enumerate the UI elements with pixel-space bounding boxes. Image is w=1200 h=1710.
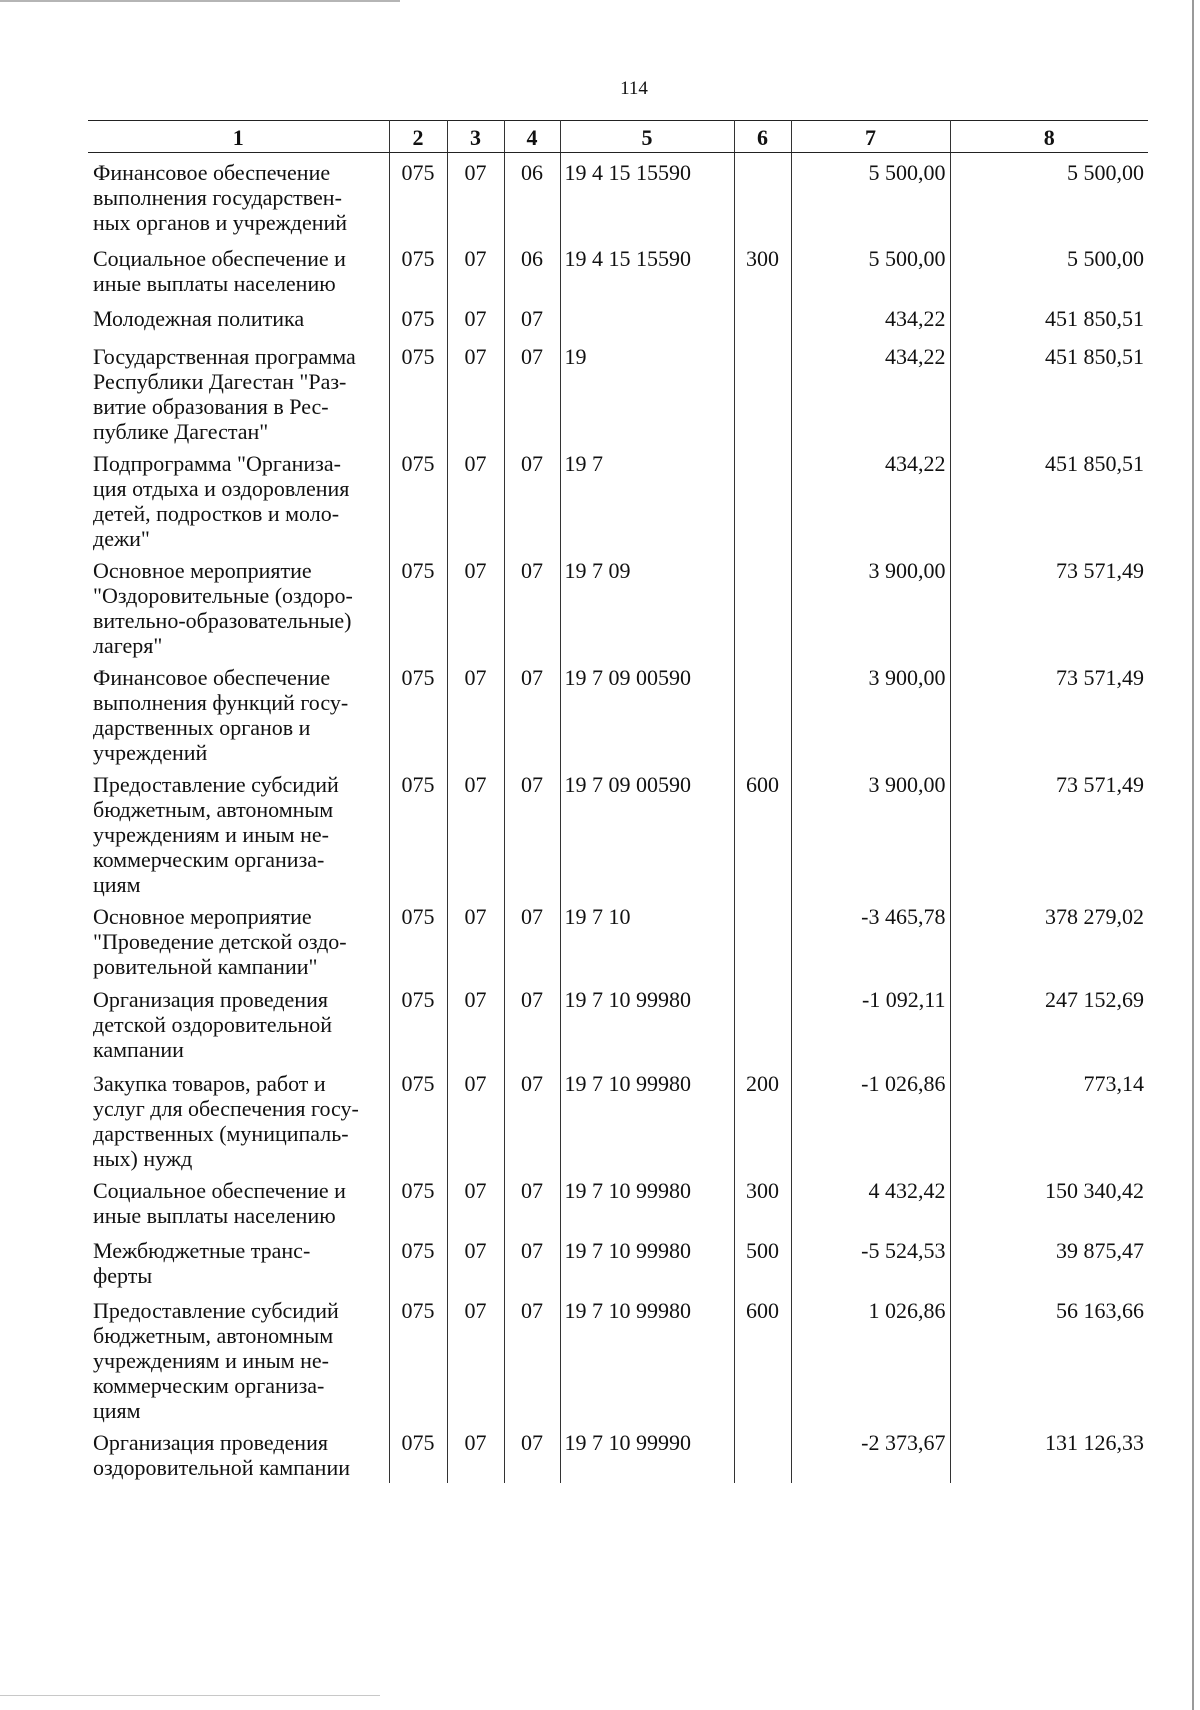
row-amount-total: 73 571,49 [950, 551, 1148, 658]
row-subsection: 07 [504, 551, 560, 658]
header-col-4: 4 [504, 121, 560, 153]
header-col-3: 3 [447, 121, 504, 153]
row-name [88, 551, 389, 658]
row-amount-total: 39 875,47 [950, 1231, 1148, 1291]
row-target-article: 19 7 09 00590 [560, 765, 734, 897]
header-col-2: 2 [389, 121, 447, 153]
table-row [88, 299, 1148, 337]
row-amount-change: 3 900,00 [791, 765, 950, 897]
row-subsection: 06 [504, 239, 560, 299]
row-admin-code: 075 [389, 444, 447, 551]
row-target-article: 19 7 10 99980 [560, 980, 734, 1064]
row-section: 07 [447, 1231, 504, 1291]
row-expense-type: 200 [734, 1064, 791, 1171]
row-section: 07 [447, 153, 504, 239]
row-admin-code: 075 [389, 551, 447, 658]
budget-table [88, 120, 1148, 1483]
row-name [88, 444, 389, 551]
row-target-article: 19 7 09 [560, 551, 734, 658]
row-amount-change: -2 373,67 [791, 1423, 950, 1483]
row-subsection: 07 [504, 1423, 560, 1483]
row-subsection: 07 [504, 299, 560, 337]
row-amount-change: 5 500,00 [791, 153, 950, 239]
row-section: 07 [447, 551, 504, 658]
row-name [88, 658, 389, 765]
row-target-article: 19 7 09 00590 [560, 658, 734, 765]
row-admin-code: 075 [389, 1171, 447, 1231]
row-amount-change: 3 900,00 [791, 551, 950, 658]
row-admin-code: 075 [389, 897, 447, 980]
table-row [88, 1423, 1148, 1483]
table-body [88, 153, 1148, 1483]
row-amount-total: 5 500,00 [950, 153, 1148, 239]
row-amount-change: -5 524,53 [791, 1231, 950, 1291]
row-admin-code: 075 [389, 1423, 447, 1483]
table-row [88, 337, 1148, 444]
header-row [88, 121, 1148, 153]
row-expense-type [734, 897, 791, 980]
row-subsection: 07 [504, 658, 560, 765]
row-target-article: 19 7 [560, 444, 734, 551]
row-name [88, 239, 389, 299]
row-subsection: 07 [504, 337, 560, 444]
row-amount-total: 773,14 [950, 1064, 1148, 1171]
table-row [88, 551, 1148, 658]
row-subsection: 07 [504, 897, 560, 980]
row-target-article: 19 7 10 99980 [560, 1064, 734, 1171]
row-amount-change: 1 026,86 [791, 1291, 950, 1423]
row-amount-total: 73 571,49 [950, 658, 1148, 765]
row-amount-change: 5 500,00 [791, 239, 950, 299]
row-section: 07 [447, 1171, 504, 1231]
row-name-text: Предоставление субсидий бюджетным, автономным учреждениям и иным не- коммерческим организа- циям [93, 1297, 339, 1423]
row-name [88, 765, 389, 897]
row-name [88, 153, 389, 239]
row-admin-code: 075 [389, 658, 447, 765]
row-target-article: 19 7 10 99990 [560, 1423, 734, 1483]
row-name [88, 1171, 389, 1231]
row-amount-change: -1 026,86 [791, 1064, 950, 1171]
row-amount-total: 451 850,51 [950, 299, 1148, 337]
row-amount-change: 3 900,00 [791, 658, 950, 765]
row-name-text: Предоставление субсидий бюджетным, автономным учреждениям и иным не- коммерческим организа- циям [93, 771, 339, 897]
row-section: 07 [447, 1291, 504, 1423]
row-subsection: 07 [504, 1231, 560, 1291]
header-col-1: 1 [88, 121, 389, 153]
row-admin-code: 075 [389, 153, 447, 239]
row-name-text: Финансовое обеспечение выполнения функций госу- дарственных органов и учреждений [93, 664, 349, 765]
row-name-text: Подпрограмма "Организа- ция отдыха и оздоровления детей, подростков и моло- дежи" [93, 450, 350, 551]
row-name-text: Социальное обеспечение и иные выплаты населению [93, 1177, 346, 1228]
row-expense-type [734, 658, 791, 765]
table-header [88, 121, 1148, 153]
row-target-article [560, 299, 734, 337]
row-expense-type [734, 153, 791, 239]
table-row [88, 1171, 1148, 1231]
header-col-8: 8 [950, 121, 1148, 153]
scan-edge-bottom [0, 1695, 380, 1696]
row-name [88, 1231, 389, 1291]
row-expense-type: 500 [734, 1231, 791, 1291]
row-admin-code: 075 [389, 1231, 447, 1291]
table-row [88, 239, 1148, 299]
row-name [88, 1064, 389, 1171]
page-number: 114 [620, 78, 648, 99]
table-row [88, 980, 1148, 1064]
row-expense-type [734, 337, 791, 444]
row-admin-code: 075 [389, 1064, 447, 1171]
row-admin-code: 075 [389, 299, 447, 337]
row-admin-code: 075 [389, 980, 447, 1064]
row-expense-type [734, 551, 791, 658]
row-name-text: Основное мероприятие "Оздоровительные (оздоро- вительно-образовательные) лагеря" [93, 557, 353, 658]
table-row [88, 1064, 1148, 1171]
row-name [88, 337, 389, 444]
table-row [88, 1291, 1148, 1423]
row-name [88, 897, 389, 980]
row-amount-total: 73 571,49 [950, 765, 1148, 897]
row-amount-change: 4 432,42 [791, 1171, 950, 1231]
row-name-text: Основное мероприятие "Проведение детской оздо- ровительной кампании" [93, 903, 347, 979]
row-admin-code: 075 [389, 1291, 447, 1423]
row-amount-change: 434,22 [791, 337, 950, 444]
row-section: 07 [447, 765, 504, 897]
row-amount-total: 451 850,51 [950, 337, 1148, 444]
row-subsection: 07 [504, 444, 560, 551]
row-amount-total: 247 152,69 [950, 980, 1148, 1064]
row-target-article: 19 7 10 99980 [560, 1231, 734, 1291]
row-name [88, 980, 389, 1064]
row-target-article: 19 7 10 99980 [560, 1171, 734, 1231]
row-admin-code: 075 [389, 765, 447, 897]
row-amount-change: 434,22 [791, 444, 950, 551]
scan-edge-top [0, 0, 400, 2]
row-section: 07 [447, 897, 504, 980]
row-section: 07 [447, 980, 504, 1064]
table-row [88, 897, 1148, 980]
row-expense-type [734, 444, 791, 551]
row-target-article: 19 4 15 15590 [560, 153, 734, 239]
row-section: 07 [447, 658, 504, 765]
row-name-text: Финансовое обеспечение выполнения государствен- ных органов и учреждений [93, 160, 348, 235]
header-col-5: 5 [560, 121, 734, 153]
row-amount-total: 451 850,51 [950, 444, 1148, 551]
table-row [88, 153, 1148, 239]
row-amount-change: -3 465,78 [791, 897, 950, 980]
row-expense-type: 600 [734, 1291, 791, 1423]
table-row [88, 765, 1148, 897]
row-name-text: Организация проведения оздоровительной кампании [93, 1429, 350, 1480]
table-row [88, 658, 1148, 765]
row-amount-change: 434,22 [791, 299, 950, 337]
row-name-text: Социальное обеспечение и иные выплаты населению [93, 245, 346, 296]
row-name [88, 1291, 389, 1423]
row-amount-total: 5 500,00 [950, 239, 1148, 299]
row-target-article: 19 7 10 [560, 897, 734, 980]
row-subsection: 07 [504, 1171, 560, 1231]
row-section: 07 [447, 239, 504, 299]
row-section: 07 [447, 444, 504, 551]
row-amount-total: 150 340,42 [950, 1171, 1148, 1231]
row-admin-code: 075 [389, 239, 447, 299]
row-expense-type: 300 [734, 239, 791, 299]
row-amount-total: 131 126,33 [950, 1423, 1148, 1483]
row-amount-total: 56 163,66 [950, 1291, 1148, 1423]
row-name-text: Закупка товаров, работ и услуг для обеспечения госу- дарственных (муниципаль- ных) нужд [93, 1070, 359, 1171]
row-subsection: 07 [504, 765, 560, 897]
header-col-6: 6 [734, 121, 791, 153]
row-admin-code: 075 [389, 337, 447, 444]
scan-edge-right [1192, 0, 1194, 1710]
row-target-article: 19 4 15 15590 [560, 239, 734, 299]
row-name [88, 299, 389, 337]
table-row [88, 1231, 1148, 1291]
row-expense-type [734, 299, 791, 337]
row-target-article: 19 7 10 99980 [560, 1291, 734, 1423]
table-row [88, 444, 1148, 551]
row-expense-type [734, 980, 791, 1064]
row-name [88, 1423, 389, 1483]
row-expense-type [734, 1423, 791, 1483]
row-amount-total: 378 279,02 [950, 897, 1148, 980]
row-name-text: Организация проведения детской оздоровительной кампании [93, 986, 333, 1062]
row-name-text: Межбюджетные транс- ферты [93, 1237, 311, 1288]
row-expense-type: 600 [734, 765, 791, 897]
row-name-text: Молодежная политика [93, 305, 305, 331]
header-col-7: 7 [791, 121, 950, 153]
row-target-article: 19 [560, 337, 734, 444]
row-section: 07 [447, 299, 504, 337]
row-amount-change: -1 092,11 [791, 980, 950, 1064]
row-section: 07 [447, 1064, 504, 1171]
row-subsection: 06 [504, 153, 560, 239]
row-subsection: 07 [504, 1291, 560, 1423]
row-subsection: 07 [504, 1064, 560, 1171]
row-subsection: 07 [504, 980, 560, 1064]
row-section: 07 [447, 1423, 504, 1483]
row-section: 07 [447, 337, 504, 444]
row-expense-type: 300 [734, 1171, 791, 1231]
row-name-text: Государственная программа Республики Дагестан "Раз- витие образования в Рес- публике Дагестан" [93, 343, 356, 444]
